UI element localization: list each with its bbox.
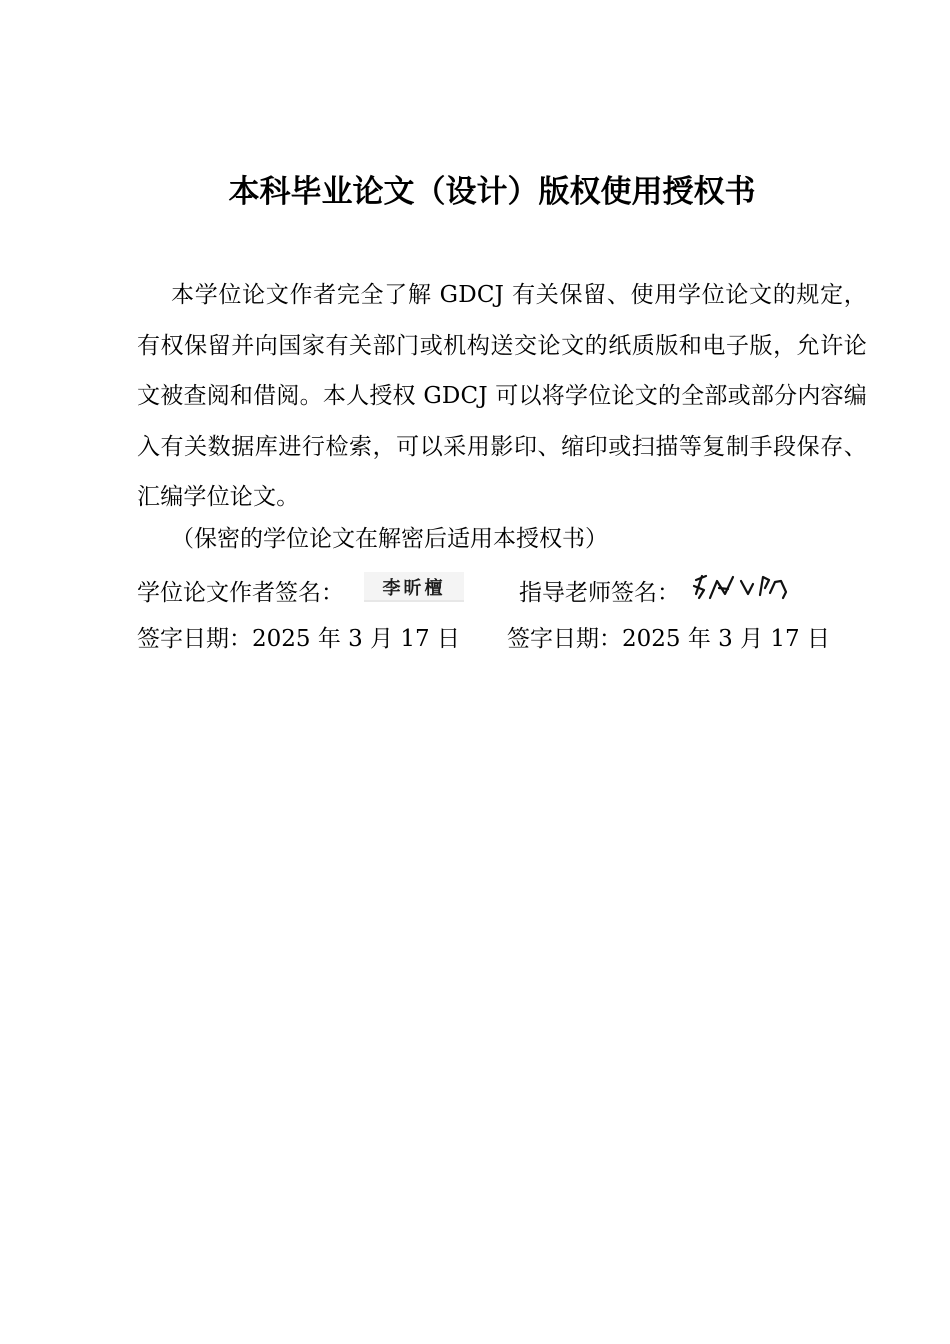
confidential-note: （保密的学位论文在解密后适用本授权书） bbox=[171, 526, 608, 552]
advisor-date-value: 2025 年 3 月 17 日 bbox=[622, 626, 830, 652]
authorization-paragraph: 本学位论文作者完全了解 GDCJ 有关保留、使用学位论文的规定，有权保留并向国家有关部门或机构送交论文的纸质版和电子版，允许论文被查阅和借阅。本人授权 GDCJ 可以将学位论文的全部或部分内容编入有关数据库进行检索，可以采用影印、缩印或扫描等复制手段保存、汇编学位论文。 bbox=[137, 282, 867, 510]
author-date-value: 2025 年 3 月 17 日 bbox=[252, 626, 460, 652]
page-title: 本科毕业论文（设计）版权使用授权书 bbox=[228, 174, 756, 210]
author-signature-label: 学位论文作者签名： bbox=[137, 580, 344, 606]
author-date-label: 签字日期： bbox=[137, 626, 252, 652]
author-handwritten-signature bbox=[364, 572, 464, 602]
author-signature-text: 李昕檀 bbox=[382, 578, 446, 599]
advisor-handwritten-signature bbox=[690, 568, 794, 608]
advisor-signature-label: 指导老师签名： bbox=[519, 580, 680, 606]
advisor-date bbox=[507, 619, 830, 659]
author-date bbox=[137, 619, 460, 659]
advisor-date-label: 签字日期： bbox=[507, 626, 622, 652]
